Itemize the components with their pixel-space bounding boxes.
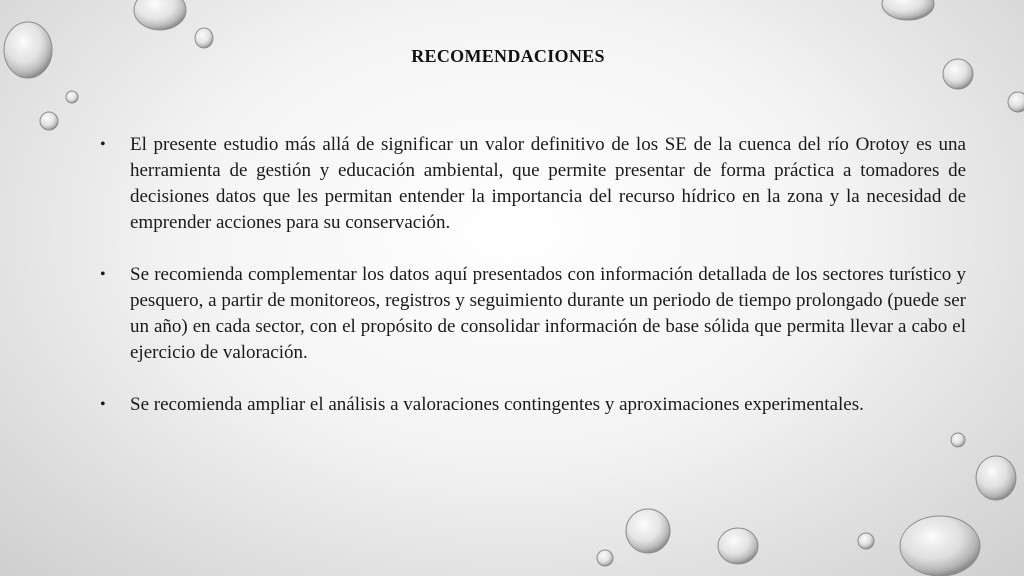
water-drop-icon: [900, 516, 980, 576]
list-item-text: El presente estudio más allá de significar un valor definitivo de los SE de la cuenca del río Orotoy es una herramienta de gestión y educación ambiental, que permite presentar de forma práctica a tomadores de decisiones datos que les permitan entender la importancia del recurso hídrico en la zona y la necesidad de emprender acciones para su conservación.: [130, 134, 966, 233]
water-drop-icon: [195, 28, 213, 48]
water-drop-icon: [882, 0, 934, 20]
water-drop-icon: [134, 0, 186, 30]
recommendations-list: [100, 132, 966, 444]
bullet-icon: •: [100, 396, 106, 413]
water-drop-icon: [718, 528, 758, 564]
list-item-text: Se recomienda complementar los datos aquí presentados con información detallada de los sectores turístico y pesquero, a partir de monitoreos, registros y seguimiento durante un periodo de tiempo prolongado (puede ser un año) en cada sector, con el propósito de consolidar información de base sólida que permita llevar a cabo el ejercicio de valoración.: [130, 264, 966, 363]
list-item: [100, 132, 966, 236]
water-drop-icon: [1008, 92, 1024, 112]
list-item: [100, 262, 966, 366]
list-item-text: Se recomienda ampliar el análisis a valoraciones contingentes y aproximaciones experimentales.: [130, 394, 864, 415]
slide-title: RECOMENDACIONES: [411, 46, 605, 66]
water-drop-icon: [597, 550, 613, 566]
bullet-icon: •: [100, 136, 106, 153]
bullet-icon: •: [100, 266, 106, 283]
water-drop-icon: [40, 112, 58, 130]
list-item: [100, 392, 966, 418]
water-drop-icon: [66, 91, 78, 103]
water-drop-icon: [858, 533, 874, 549]
water-drop-icon: [976, 456, 1016, 500]
water-drop-icon: [626, 509, 670, 553]
